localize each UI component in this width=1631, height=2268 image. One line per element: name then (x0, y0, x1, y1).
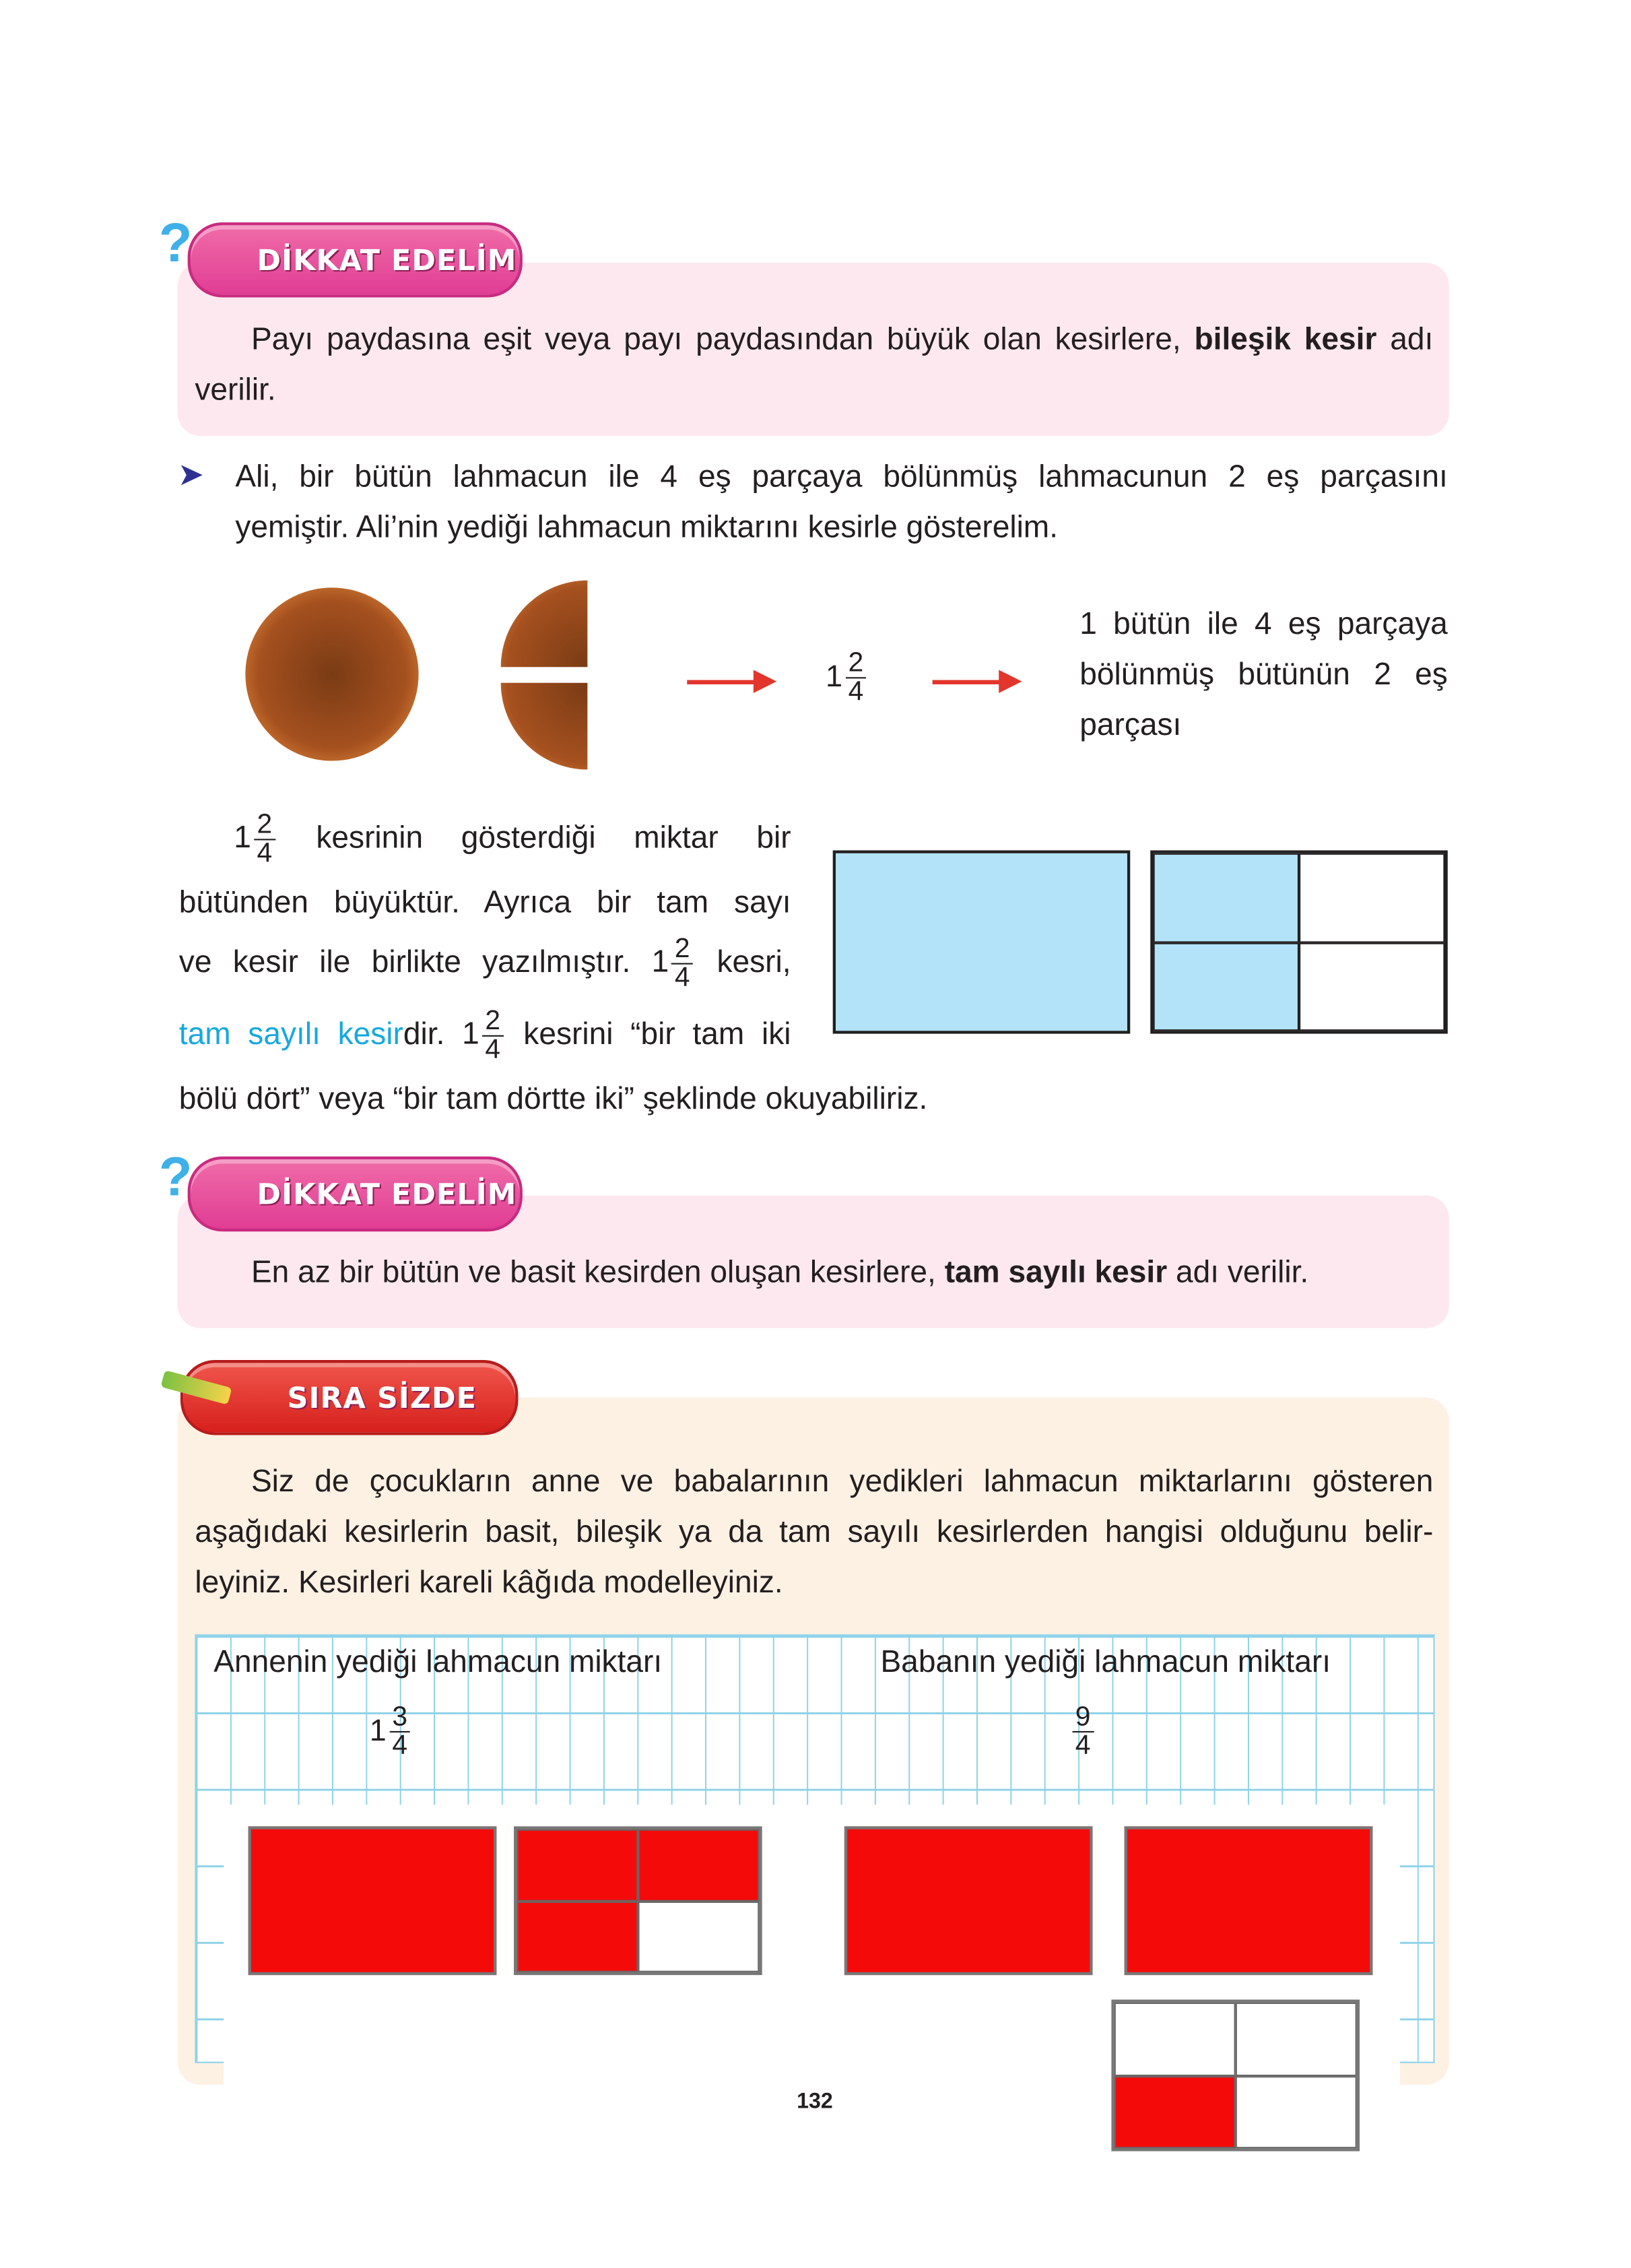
fraction-description: parçası (1079, 707, 1182, 742)
notice-title: DİKKAT EDELİM (257, 242, 517, 278)
term-highlight: tam sayılı kesir (178, 1016, 403, 1051)
bullet-arrow-icon: ➤ (177, 456, 205, 492)
paragraph-line: bölü dört” veya “bir tam dörtte iki” şeklinde okuyabiliriz. (178, 1081, 928, 1116)
father-fraction: $\frac{9}{4}$ (1069, 1704, 1096, 1760)
exercise-banner (180, 1360, 519, 1435)
paragraph-line: ve kesir ile birlikte yazılmıştır. 1 $\frac{2}{4}$ kesri, (178, 934, 791, 994)
fraction-description: 1 bütün ile 4 eş parçaya (1079, 606, 1448, 641)
whole-lahmacun-image (245, 587, 418, 760)
mother-fraction: 1 $\frac{3}{4}$ (370, 1704, 413, 1760)
example-text: Ali, bir bütün lahmacun ile 4 eş parçaya bölünmüş lahmacunun 2 eş parçasını (235, 459, 1448, 494)
question-book-icon: ? (158, 214, 193, 275)
notice-title: DİKKAT EDELİM (257, 1176, 517, 1212)
father-label: Babanın yediği lahmacun miktarı (880, 1644, 1331, 1679)
exercise-title: SIRA SİZDE (287, 1380, 477, 1415)
mother-label: Annenin yediği lahmacun miktarı (213, 1644, 663, 1679)
red-arrow-icon (687, 680, 770, 684)
notice-banner (188, 222, 523, 297)
paragraph-line: tam sayılı kesirdir. 1 $\frac{2}{4}$ kesrini “bir tam iki (178, 1006, 791, 1066)
red-arrow-icon (933, 680, 1016, 684)
exercise-text: aşağıdaki kesirlerin basit, bileşik ya da tam sayılı kesirlerden hangisi olduğunu belir- (195, 1514, 1434, 1549)
father-whole-model (1125, 1826, 1373, 1975)
fraction-description: bölünmüş bütünün 2 eş (1079, 657, 1448, 692)
lahmacun-quarter-image (501, 581, 588, 668)
father-quarters-model (1111, 2000, 1360, 2151)
exercise-text: leyiniz. Kesirleri kareli kâğıda modelleyiniz. (195, 1565, 783, 1600)
notice-banner (188, 1157, 523, 1231)
definition-text: En az bir bütün ve basit kesirden oluşan kesirlere, tam sayılı kesir adı verilir. (251, 1254, 1309, 1290)
paragraph-line: bütünden büyüktür. Ayrıca bir tam sayı (178, 884, 791, 920)
father-whole-model (844, 1826, 1093, 1975)
exercise-text: Siz de çocukların anne ve babalarının yedikleri lahmacun miktarlarını gösteren (251, 1464, 1434, 1499)
example-text: yemiştir. Ali’nin yediği lahmacun miktarını kesirle gösterelim. (235, 509, 1059, 545)
page-number: 132 (797, 2089, 833, 2114)
definition-text: Payı paydasına eşit veya payı paydasından büyük olan kesirlere, bileşik kesir adı verilir. (195, 321, 1434, 408)
paragraph-line: 1 $\frac{2}{4}$ kesrinin gösterdiği miktar bir (234, 810, 791, 870)
whole-model-rect (833, 850, 1131, 1033)
lahmacun-quarter-image (501, 683, 588, 770)
quarters-model-rect (1150, 850, 1448, 1033)
mother-quarters-model (514, 1826, 762, 1975)
question-book-icon: ? (158, 1147, 193, 1208)
mother-whole-model (248, 1826, 497, 1975)
mixed-fraction: 1 $\frac{2}{4}$ (826, 650, 869, 707)
